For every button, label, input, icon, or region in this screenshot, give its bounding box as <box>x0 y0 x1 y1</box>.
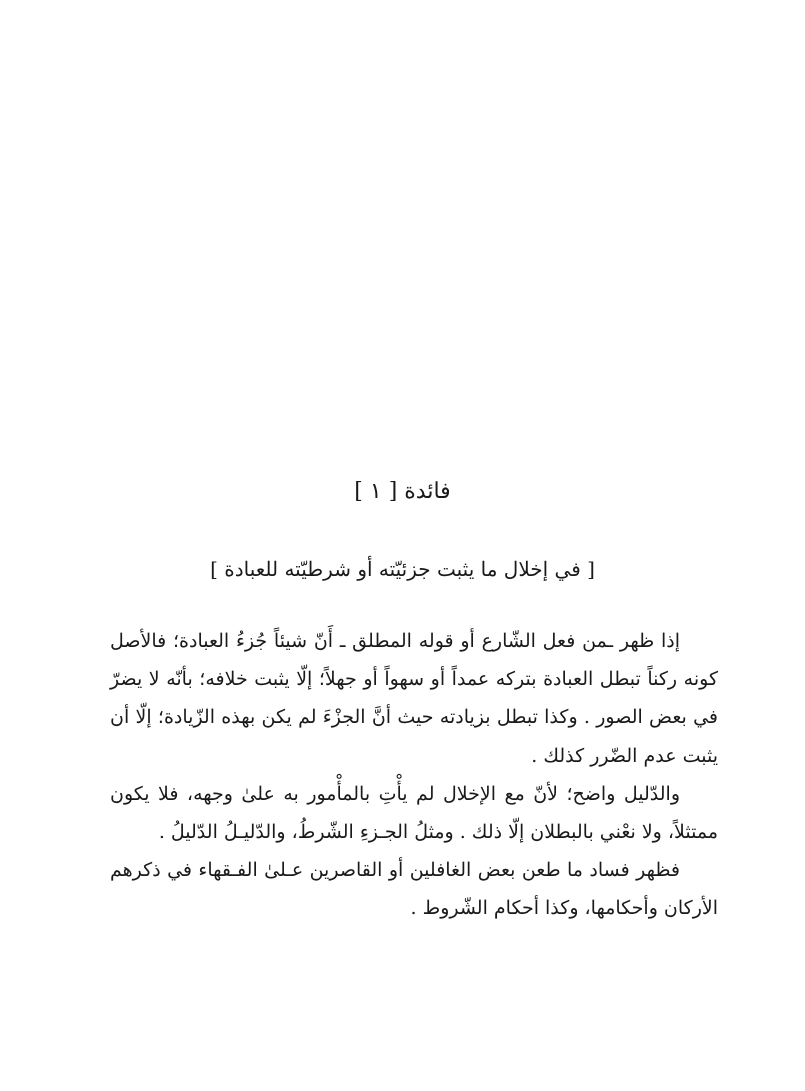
body-text <box>110 622 718 928</box>
page-title: فائدة [ ١ ] <box>354 479 451 504</box>
section-subtitle: [ في إخلال ما يثبت جزئيّته أو شرطيّته للعبادة ] <box>210 557 595 581</box>
paragraph: والدّليل واضح؛ لأنّ مع الإخلال لم يأْتِ بالمأْمور به علىٰ وجهه، فلا يكون ممتثلاً، ولا نعْني بالبطلان إلّا ذلك . ومثلُ الجـزءِ الشّرطُ، والدّليـلُ الدّليلُ . <box>110 782 718 844</box>
paragraph: فظهر فساد ما طعن بعض الغافلين أو القاصرين عـلىٰ الفـقهاء في ذكرهم الأركان وأحكامها، وكذا أحكام الشّروط . <box>110 859 718 920</box>
paragraph: إذا ظهر ـمن فعل الشّارع أو قوله المطلق ـ أَنّ شيئاً جُزءُ العبادة؛ فالأصل كونه ركناً تبطل العبادة بتركه عمداً أو سهواً أو جهلاً؛ إلّا يثبت خلافه؛ بأنّه لا يضرّ في بعض الصور . وكذا تبطل بزيادته حيث أنَّ الجزْءَ لم يكن بهذه الزّيادة؛ إلّا أن يثبت عدم الضّرر كذلك . <box>110 630 718 767</box>
